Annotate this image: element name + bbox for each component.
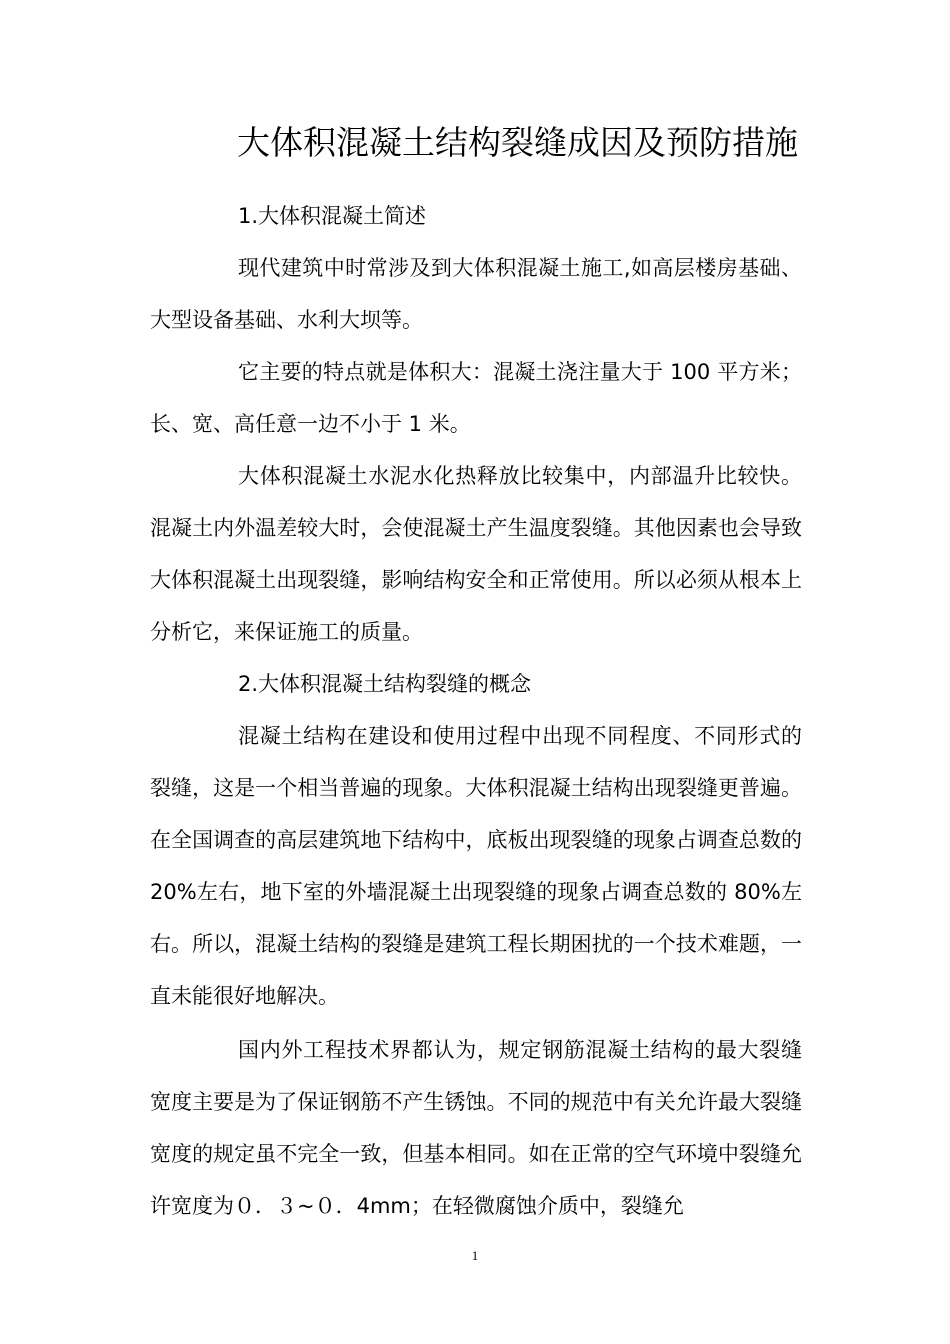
paragraph: 混凝土结构在建设和使用过程中出现不同程度、不同形式的裂缝，这是一个相当普遍的现象。大体积混凝土结构出现裂缝更普遍。在全国调查的高层建筑地下结构中，底板出现裂缝的现象占调查总数的 20%左右，地下室的外墙混凝土出现裂缝的现象占调查总数的 80%左右。所以，混凝土结构的裂缝是建筑工程长期困扰的一个技术难题，一直未能很好地解决。 [150,724,802,1008]
section-heading-1: 1.大体积混凝土简述 [238,204,427,228]
paragraph: 它主要的特点就是体积大：混凝土浇注量大于 100 平方米；长、宽、高任意一边不小于 1 米。 [150,360,802,436]
section-heading-2: 2.大体积混凝土结构裂缝的概念 [238,672,532,696]
document-body [150,190,802,1232]
paragraph: 现代建筑中时常涉及到大体积混凝土施工,如高层楼房基础、大型设备基础、水利大坝等。 [150,256,802,332]
document-title: 大体积混凝土结构裂缝成因及预防措施 [237,123,798,162]
paragraph: 大体积混凝土水泥水化热释放比较集中，内部温升比较快。混凝土内外温差较大时，会使混凝土产生温度裂缝。其他因素也会导致大体积混凝土出现裂缝，影响结构安全和正常使用。所以必须从根本上分析它，来保证施工的质量。 [150,464,802,644]
paragraph: 国内外工程技术界都认为，规定钢筋混凝土结构的最大裂缝宽度主要是为了保证钢筋不产生锈蚀。不同的规范中有关允许最大裂缝宽度的规定虽不完全一致，但基本相同。如在正常的空气环境中裂缝允许宽度为０．３~０．4mm；在轻微腐蚀介质中，裂缝允 [150,1038,802,1218]
page-number: 1 [471,1248,479,1263]
